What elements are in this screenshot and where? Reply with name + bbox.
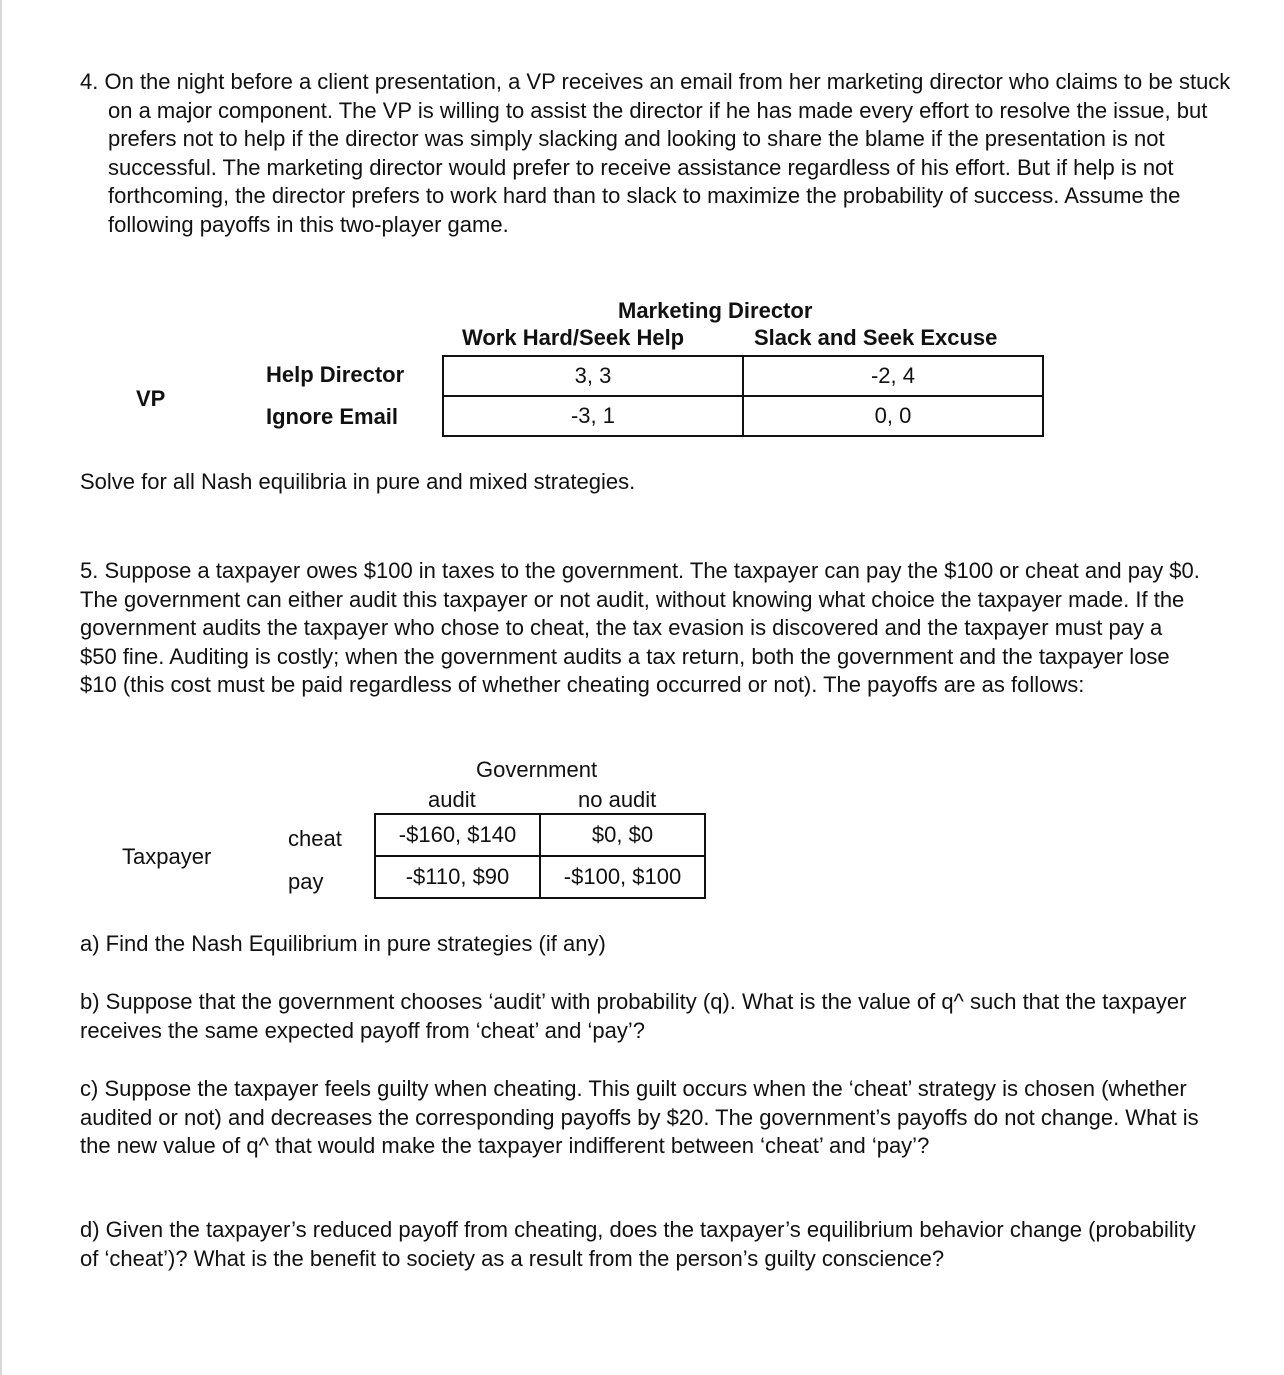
q5-column-header-1: audit — [428, 787, 476, 812]
question-5-text: 5. Suppose a taxpayer owes $100 in taxes to the government. The taxpayer can pay the $100 or cheat and pay $0. The government can either audit this taxpayer or not audit, without knowing what choice the taxpayer made. If the government audits the taxpayer who chose to cheat, the tax evasion is discovered and the taxpayer must pay a $50 fine. Auditing is costly; when the government audits a tax return, both the government and the taxpayer lose $10 (this cost must be paid regardless of whether cheating occurred or not). The payoffs are as follows: — [80, 558, 1200, 698]
q4-column-player-label: Marketing Director — [618, 298, 813, 323]
question-4-number: 4. — [80, 69, 99, 94]
q4-cell-help-work: 3, 3 — [443, 356, 743, 396]
q5-cell-cheat-audit: -$160, $140 — [375, 814, 540, 856]
q5-part-c: c) Suppose the taxpayer feels guilty when cheating. This guilt occurs when the ‘cheat’ strategy is chosen (whether audited or not) and decreases the corresponding payoffs by $20. The government’s payoffs do not change. What is the new value of q^ that would make the taxpayer indifferent between ‘cheat’ and ‘pay’? — [80, 1076, 1199, 1159]
q5-part-b: b) Suppose that the government chooses ‘audit’ with probability (q). What is the value of q^ such that the taxpayer receives the same expected payoff from ‘cheat’ and ‘pay’? — [80, 989, 1187, 1043]
q5-row-player-label: Taxpayer — [122, 844, 212, 869]
q4-row-label-1: Help Director — [266, 362, 405, 387]
q5-cell-cheat-noaudit: $0, $0 — [540, 814, 705, 856]
q4-column-header-1: Work Hard/Seek Help — [462, 325, 685, 350]
q4-column-header-2: Slack and Seek Excuse — [754, 325, 998, 350]
q5-payoff-table — [374, 813, 706, 899]
q5-cell-pay-noaudit: -$100, $100 — [540, 856, 705, 898]
q4-payoff-table — [442, 355, 1044, 437]
question-4-body: On the night before a client presentation, a VP receives an email from her marketing director who claims to be stuck on a major component. The VP is willing to assist the director if he has made every effort to resolve the issue, but prefers not to help if the director was simply slacking and looking to share the blame if the presentation is not successful. The marketing director would prefer to receive assistance regardless of his effort. But if help is not forthcoming, the director prefers to work hard than to slack to maximize the probability of success. Assume the following payoffs in this two-player game. — [104, 69, 1231, 237]
page-left-border — [0, 0, 2, 1375]
q5-part-a: a) Find the Nash Equilibrium in pure strategies (if any) — [80, 931, 606, 956]
q5-part-d: d) Given the taxpayer’s reduced payoff from cheating, does the taxpayer’s equilibrium behavior change (probability of ‘cheat’)? What is the benefit to society as a result from the person’s guilty conscience? — [80, 1217, 1196, 1271]
q5-cell-pay-audit: -$110, $90 — [375, 856, 540, 898]
q5-column-player-label: Government — [476, 757, 598, 782]
table-row — [443, 396, 1043, 436]
q4-cell-help-slack: -2, 4 — [743, 356, 1043, 396]
q4-cell-ignore-slack: 0, 0 — [743, 396, 1043, 436]
q5-row-label-2: pay — [288, 869, 324, 894]
q4-row-player-label: VP — [136, 386, 166, 411]
q4-cell-ignore-work: -3, 1 — [443, 396, 743, 436]
q4-row-label-2: Ignore Email — [266, 404, 399, 429]
q5-column-header-2: no audit — [578, 787, 657, 812]
table-row — [443, 356, 1043, 396]
q5-row-label-1: cheat — [288, 826, 342, 851]
table-row — [375, 814, 705, 856]
table-row — [375, 856, 705, 898]
question-4-text — [80, 68, 1238, 240]
q4-prompt: Solve for all Nash equilibria in pure and mixed strategies. — [80, 469, 636, 494]
